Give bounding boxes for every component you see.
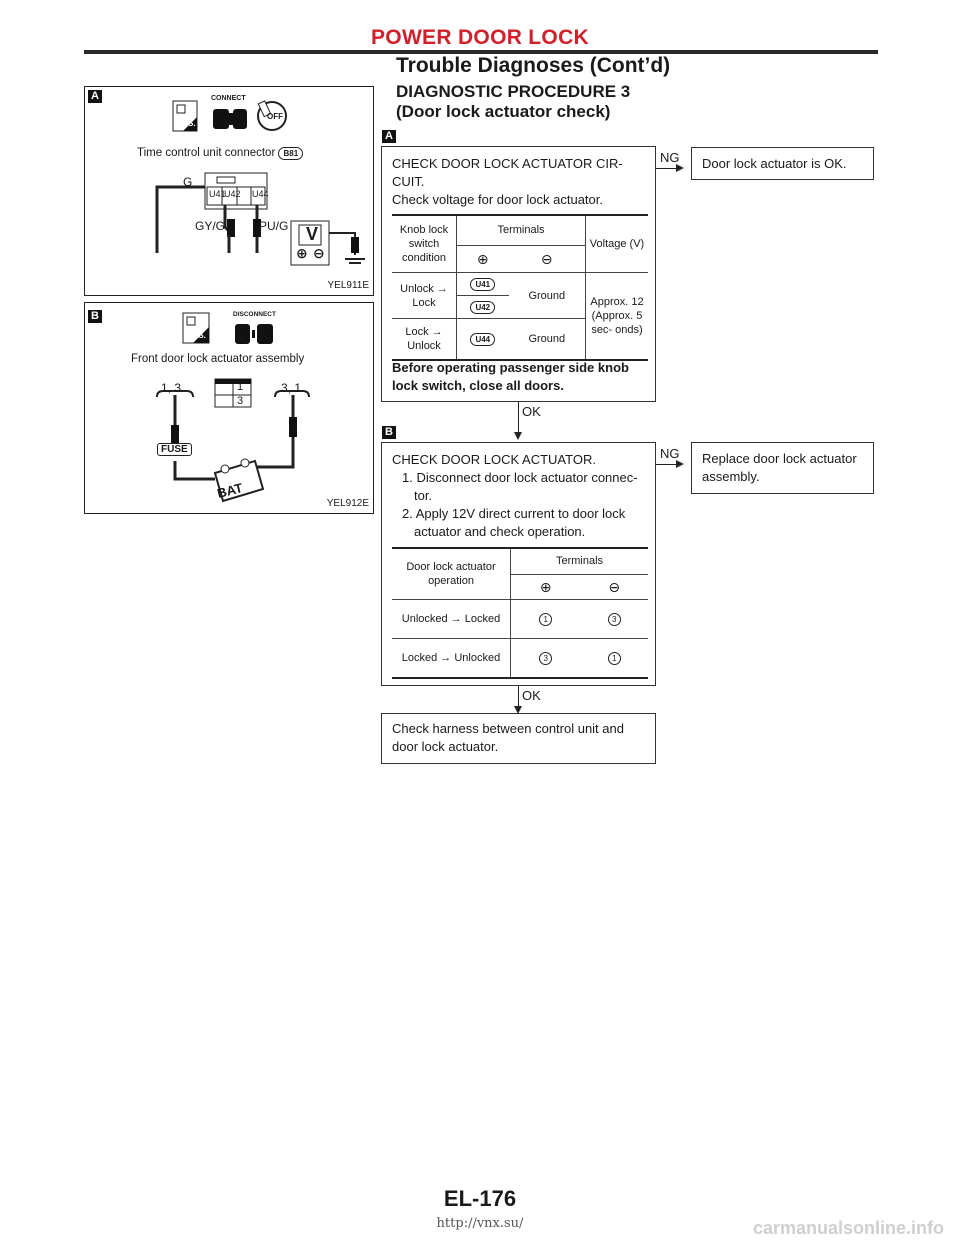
step-b-box bbox=[381, 442, 656, 686]
ts-label: T.S. bbox=[192, 331, 206, 340]
pin-3-label: 3 bbox=[237, 395, 244, 407]
page-number: EL-176 bbox=[443, 1186, 517, 1211]
th-plus: ⊕ bbox=[457, 245, 509, 272]
step-a-line2: CUIT. bbox=[392, 174, 425, 189]
disconnect-icon bbox=[233, 311, 281, 347]
step-a-ng-label: NG bbox=[660, 150, 680, 165]
terminal-u44-badge: U44 bbox=[470, 333, 495, 346]
terminal-side-icon bbox=[181, 311, 213, 345]
voltage-table bbox=[392, 214, 648, 361]
section-title: POWER DOOR LOCK bbox=[371, 26, 589, 49]
figure-a-panel bbox=[84, 86, 374, 296]
operation-table bbox=[392, 547, 648, 679]
step-b-ng-arrow bbox=[656, 464, 676, 465]
step-a-note: Before operating passenger side knob lock switch, close all doors. bbox=[392, 360, 629, 393]
voltage-check-wiring bbox=[145, 167, 365, 267]
final-check-box: Check harness between control unit and door lock actuator. bbox=[381, 713, 656, 764]
voltage-value: Approx. 12 (Approx. 5 sec- onds) bbox=[586, 273, 649, 361]
step-b-line1: CHECK DOOR LOCK ACTUATOR. bbox=[392, 452, 596, 467]
off-label: OFF bbox=[267, 112, 283, 121]
th-terminals: Terminals bbox=[457, 215, 586, 245]
procedure-title-line2: (Door lock actuator check) bbox=[396, 102, 611, 121]
wire-g-label: G bbox=[183, 175, 193, 189]
row-lock-unlock-condition: Lock → Unlock bbox=[392, 319, 457, 361]
connect-icon bbox=[211, 95, 251, 133]
wire-gyg-label: GY/G bbox=[195, 219, 226, 233]
row-unlocked-locked: Unlocked → Locked bbox=[392, 600, 511, 639]
figure-a-title: Time control unit connector B81 bbox=[137, 147, 303, 160]
th-voltage: Voltage (V) bbox=[586, 215, 649, 273]
step-a-ng-arrow-head bbox=[676, 164, 684, 172]
row-unlock-lock-ground: Ground bbox=[509, 273, 586, 319]
r1-plus-terminal: 1 bbox=[539, 613, 552, 626]
pin-1-label: 1 bbox=[237, 381, 244, 393]
figure-b-code: YEL912E bbox=[326, 498, 369, 509]
disconnect-label: DISCONNECT bbox=[233, 311, 276, 318]
terminal-u41-label: U41 bbox=[209, 189, 226, 199]
figure-b-tag: B bbox=[88, 310, 102, 323]
watermark: carmanualsonline.info bbox=[752, 1218, 944, 1238]
step-b-ng-arrow-head bbox=[676, 460, 684, 468]
step-b-tag: B bbox=[382, 426, 396, 439]
row-lock-unlock-ground: Ground bbox=[509, 319, 586, 361]
footer-url[interactable]: http://vnx.su/ bbox=[436, 1216, 524, 1231]
fuse-label: FUSE bbox=[157, 443, 192, 456]
procedure-title-line1: DIAGNOSTIC PROCEDURE 3 bbox=[396, 82, 631, 101]
voltmeter-minus-icon: ⊖ bbox=[313, 245, 325, 261]
r2-minus-terminal: 1 bbox=[608, 652, 621, 665]
step-b-item1: 1. Disconnect door lock actuator connec- tor. bbox=[402, 470, 638, 503]
step-b-ng-result: Replace door lock actuator assembly. bbox=[691, 442, 874, 494]
figure-a-code: YEL911E bbox=[327, 280, 369, 291]
th-minus-b: ⊖ bbox=[581, 574, 648, 600]
figure-a-tag: A bbox=[88, 90, 102, 103]
connect-label: CONNECT bbox=[211, 95, 246, 102]
voltmeter-plus-icon: ⊕ bbox=[296, 245, 308, 261]
r1-minus-terminal: 3 bbox=[608, 613, 621, 626]
left-terminals-label: 1, 3 bbox=[161, 381, 182, 395]
ignition-key-icon bbox=[255, 99, 289, 133]
th-terminals-b: Terminals bbox=[511, 548, 649, 574]
step-a-ok-arrow-head bbox=[514, 432, 522, 440]
th-condition: Knob lock switch condition bbox=[392, 215, 457, 273]
step-a-tag: A bbox=[382, 130, 396, 143]
step-a-box bbox=[381, 146, 656, 402]
voltmeter-symbol: V bbox=[306, 224, 319, 244]
connector-id-badge: B81 bbox=[278, 147, 303, 160]
step-b-ok-label: OK bbox=[522, 688, 541, 703]
wire-pug-label: PU/G bbox=[259, 219, 289, 233]
step-a-ng-result: Door lock actuator is OK. bbox=[691, 147, 874, 180]
harness-side-icon bbox=[171, 99, 201, 133]
right-terminals-label: 3, 1 bbox=[281, 381, 302, 395]
r2-plus-terminal: 3 bbox=[539, 652, 552, 665]
terminal-u41-badge: U41 bbox=[470, 278, 495, 291]
step-a-line3: Check voltage for door lock actuator. bbox=[392, 192, 604, 207]
terminal-u44-label: U44 bbox=[252, 189, 269, 199]
th-operation: Door lock actuator operation bbox=[392, 548, 511, 600]
page-subtitle: Trouble Diagnoses (Cont’d) bbox=[396, 54, 671, 77]
battery-label: BAT bbox=[215, 480, 245, 501]
step-a-ng-arrow bbox=[656, 168, 676, 169]
step-a-ok-arrow bbox=[518, 402, 519, 434]
terminal-u42-label: U42 bbox=[224, 189, 241, 199]
procedure-title bbox=[396, 82, 630, 122]
th-plus-b: ⊕ bbox=[511, 574, 581, 600]
step-b-ng-label: NG bbox=[660, 446, 680, 461]
step-b-item2: 2. Apply 12V direct current to door lock actuator and check operation. bbox=[402, 506, 626, 539]
row-unlock-lock-condition: Unlock → Lock bbox=[392, 273, 457, 319]
row-locked-unlocked: Locked → Unlocked bbox=[392, 639, 511, 679]
terminal-u42-badge: U42 bbox=[470, 301, 495, 314]
figure-b-panel bbox=[84, 302, 374, 514]
figure-b-title: Front door lock actuator assembly bbox=[131, 353, 305, 365]
th-minus: ⊖ bbox=[509, 245, 586, 272]
step-a-line1: CHECK DOOR LOCK ACTUATOR CIR- bbox=[392, 156, 623, 171]
step-a-ok-label: OK bbox=[522, 404, 541, 419]
hs-label: H.S. bbox=[180, 119, 196, 128]
